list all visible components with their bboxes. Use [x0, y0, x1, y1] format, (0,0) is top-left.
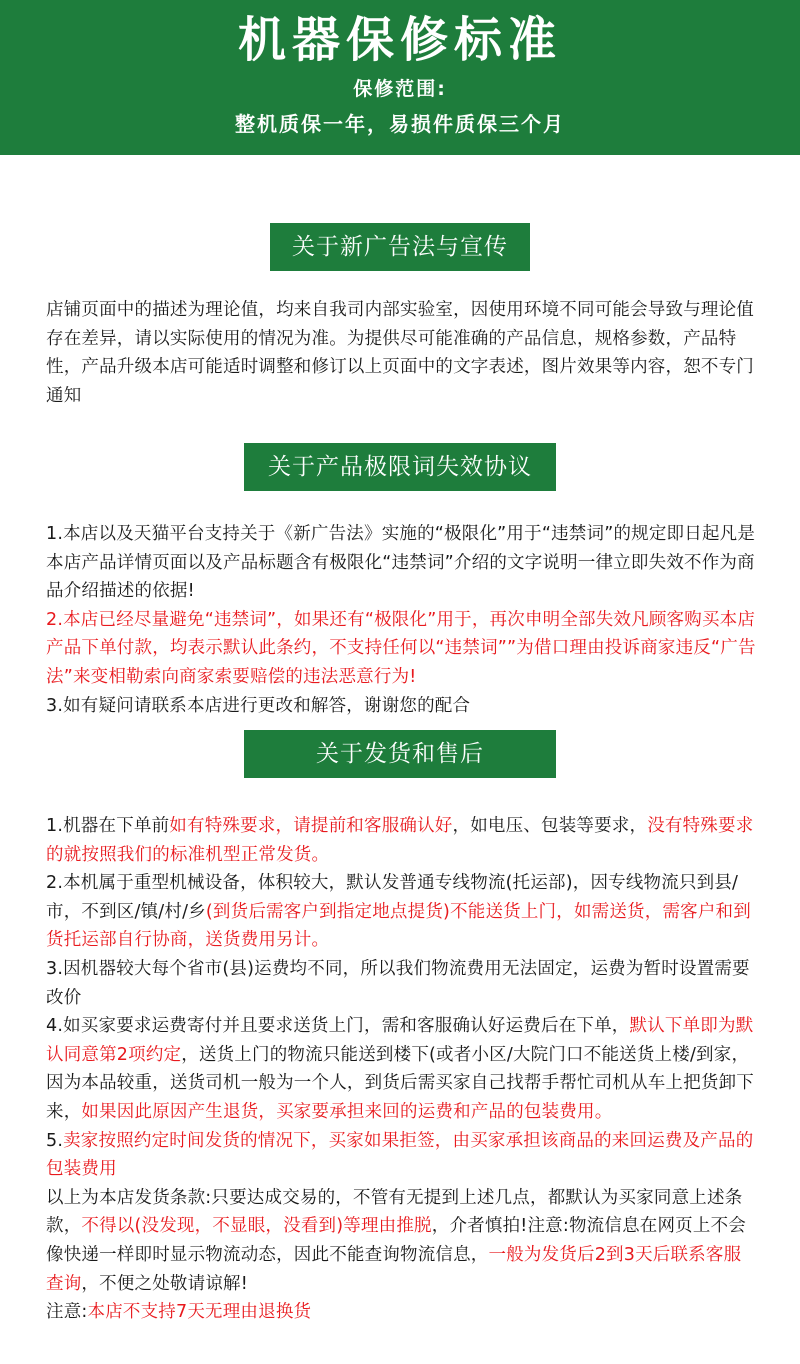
shipping-clause-2 [46, 869, 758, 955]
clause-2-warning [46, 606, 758, 692]
text-segment: ，介者慎拍!注意:物流信息在网页上不会像快递一样即时显示物流动态，因此不能查询物流信息， [46, 1216, 746, 1265]
text-segment: 1.本店以及天猫平台支持关于《新广告法》实施的“极限化”用于“违禁词”的规定即日起凡是本店产品详情页面以及产品标题含有极限化“违禁词”介绍的文字说明一律立即失效不作为商品介绍描述的依据! [46, 524, 756, 602]
text-segment: 3.因机器较大每个省市(县)运费均不同，所以我们物流费用无法固定，运费为暂时设置需要改价 [46, 958, 750, 1008]
extreme-words-text [46, 520, 758, 720]
text-segment-red: 如有特殊要求，请提前和客服确认好 [169, 816, 453, 836]
text-segment: 店铺页面中的描述为理论值，均来自我司内部实验室，因使用环境不同可能会导致与理论值存在差异，请以实际使用的情况为准。为提供尽可能准确的产品信息，规格参数，产品特性，产品升级本店可能适时调整和修订以上页面中的文字表述，图片效果等内容，恕不专门通知 [46, 300, 754, 406]
text-segment: 4.如买家要求运费寄付并且要求送货上门，需和客服确认好运费后在下单， [46, 1016, 630, 1037]
text-segment: ，不便之处敬请谅解! [81, 1273, 248, 1294]
text-segment: 以上为本店发货条款:只要达成交易的，不管有无提到上述几点，都默认为买家同意上述条款， [46, 1187, 743, 1237]
text-segment-red: 本店不支持7天无理由退换货 [87, 1302, 312, 1323]
shipping-clause-5 [46, 1127, 758, 1184]
header-banner [0, 0, 800, 155]
page-title: 机器保修标准 [237, 12, 562, 68]
no-returns-notice [46, 1298, 758, 1327]
section-heading-advertising-law: 关于新广告法与宣传 [270, 223, 530, 271]
text-segment-red: 一般为发货后2到3天后联系客服查询 [46, 1244, 742, 1294]
text-segment-red: 不得以(没发现，不显眼，没看到)等理由推脱 [81, 1216, 432, 1237]
text-segment: 3.如有疑问请联系本店进行更改和解答，谢谢您的配合 [46, 695, 471, 716]
warranty-scope-detail: 整机质保一年，易损件质保三个月 [235, 112, 565, 136]
text-segment: 1.机器在下单前 [46, 816, 170, 836]
section-heading-shipping-aftersales: 关于发货和售后 [244, 730, 556, 778]
shipping-clause-4 [46, 1012, 758, 1126]
text-segment-red: 2.本店已经尽量避免“违禁词”，如果还有“极限化”用于，再次申明全部失效凡顾客购买本店产品下单付款，均表示默认此条约，不支持任何以“违禁词””为借口理由投诉商家违反“广告法”来变相勒索向商家索要赔偿的违法恶意行为! [46, 609, 756, 687]
clause-3 [46, 692, 758, 721]
shipping-aftersales-text [46, 812, 758, 1327]
text-segment-red: 没有特殊要求的就按照我们的标准机型正常发货。 [46, 816, 754, 865]
shipping-clause-1 [46, 812, 758, 869]
text-segment: ，如电压、包装等要求， [452, 816, 648, 836]
text-segment-red: 如果因此原因产生退货，买家要承担来回的运费和产品的包装费用。 [81, 1101, 613, 1122]
text-segment: 注意: [46, 1302, 88, 1323]
text-segment-red: 默认下单即为默认同意第2项约定 [46, 1016, 754, 1065]
advertising-law-text [46, 296, 758, 410]
text-segment-red: (到货后需客户到指定地点提货)不能送货上门，如需送货，需客户和到货托运部自行协商，送货费用另计。 [46, 901, 751, 951]
text-segment: ，送货上门的物流只能送到楼下(或者小区/大院门口不能送货上楼/到家，因为本品较重，送货司机一般为一个人，到货后需买家自己找帮手帮忙司机从车上把货卸下来， [46, 1044, 754, 1122]
shipping-terms-summary [46, 1184, 758, 1298]
clause-1 [46, 520, 758, 606]
shipping-clause-3 [46, 955, 758, 1012]
warranty-scope-label: 保修范围: [353, 78, 447, 100]
text-segment: 2.本机属于重型机械设备，体积较大，默认发普通专线物流(托运部)，因专线物流只到县/市，不到区/镇/村/乡 [46, 873, 739, 922]
text-segment-red: 卖家按照约定时间发货的情况下，买家如果拒签，由买家承担该商品的来回运费及产品的包装费用 [46, 1130, 754, 1180]
text-segment: 5. [46, 1130, 64, 1151]
section-heading-extreme-words: 关于产品极限词失效协议 [244, 443, 556, 491]
